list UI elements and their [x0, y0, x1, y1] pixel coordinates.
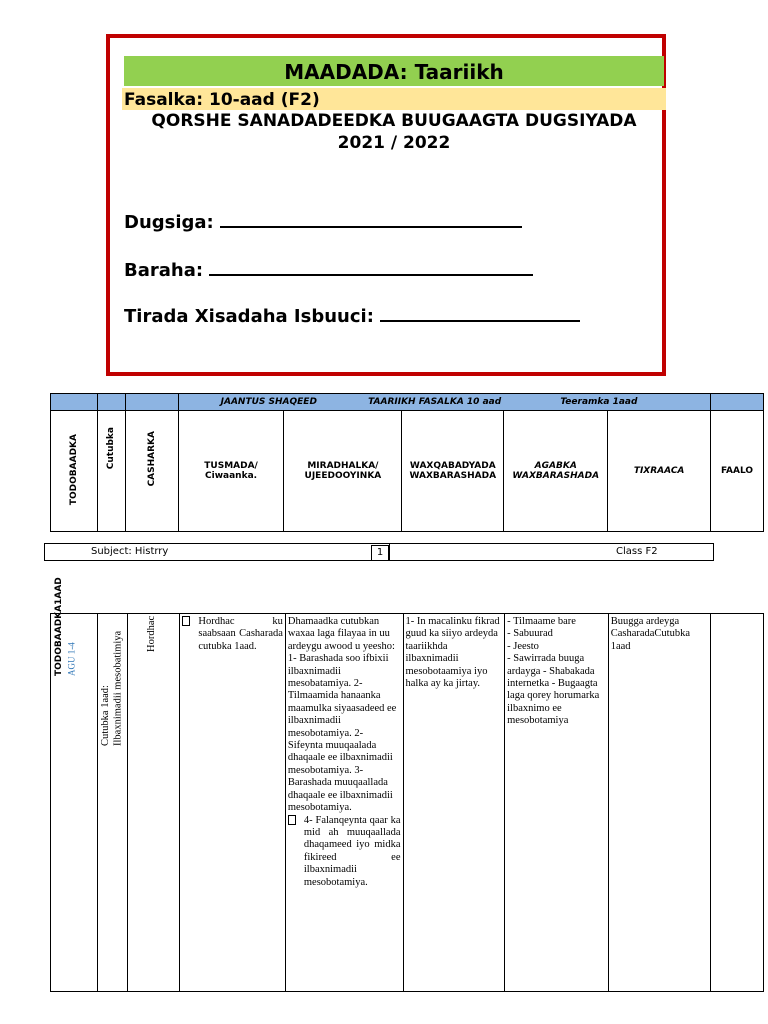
- col-unit: Cutubka: [97, 411, 125, 532]
- objective-item-4-text: 4- Falanqeynta qaar ka mid ah muuqaallada dhaqameed iyo midka fikireed ee ilbaxnimadii mesobotamiya.: [303, 814, 401, 888]
- subject-title: MAADADA: Taariikh: [124, 56, 664, 86]
- content-table: [50, 577, 764, 992]
- col-objectives: MIRADHALKA/ UJEEDOOYINKA: [284, 411, 402, 532]
- banner-empty-3: [125, 394, 178, 411]
- objectives-intro: Dhamaadka cutubkan waxaa laga filayaa in uu ardeygu awood u yeesho:: [287, 616, 395, 652]
- unit-text: [100, 616, 125, 746]
- banner-row: [51, 394, 764, 411]
- col-remarks: FAALO: [711, 411, 764, 532]
- table-row: [51, 614, 764, 992]
- material-item-3: - Jeesto: [507, 640, 539, 652]
- banner-center: TAARIIKH FASALKA 10 aad: [368, 397, 502, 407]
- remarks-cell: [711, 614, 764, 992]
- weeks-field: [124, 304, 580, 327]
- banner-right: Teeramka 1aad: [560, 397, 638, 407]
- material-item-2: - Sabuurad: [507, 628, 553, 640]
- weeks-blank-line: [380, 304, 580, 322]
- activities-cell: 1- In macalinku fikrad guud ka siiyo ardeyda taariikhda ilbaxnimadii mesobotaamiya iyo halka ay ka jirtay.: [403, 614, 505, 992]
- banner-empty-4: [711, 394, 764, 411]
- objectives-list: 1- Barashada soo ifbixii ilbaxnimadii mesobatamiya. 2- Tilmaamida hanaanka maamulka siyaasadeed ee ilbaxnimadii mesobotamiya. 2- Sifeynta muuqaalada dhaqaale ee ilbaxnimadii mesobotamiya. 3- Barashada muuqaallada dhaqaale ee ilbaxnimadii mesobotamiya.: [287, 653, 397, 814]
- teacher-blank-line: [209, 258, 533, 276]
- week-text: [53, 577, 78, 676]
- square-bullet-icon: [288, 815, 296, 825]
- header-table: [50, 393, 764, 532]
- square-bullet-icon: [182, 616, 190, 626]
- topic-text: Hordhac ku saabsaan Casharada cutubka 1aad.: [198, 616, 283, 652]
- references-cell: Buugga ardeyga CasharadaCutubka 1aad: [608, 614, 711, 992]
- objectives-cell: [285, 614, 403, 992]
- topic-content: [182, 616, 283, 653]
- plan-title: [124, 110, 664, 154]
- lesson-text: Hordhac: [145, 615, 157, 652]
- subject-row: [44, 543, 714, 561]
- material-item-4: - Sawirrada buuga ardayga - Shabakada internetka - Bugaagta laga qorey horumarka ilbaxnimo ee mesobotamiya: [507, 653, 600, 727]
- banner-cell: [178, 394, 710, 411]
- week-cell: [51, 577, 98, 992]
- plan-title-year: 2021 / 2022: [337, 133, 451, 153]
- plan-title-line1: QORSHE SANADADEEDKA BUUGAAGTA DUGSIYADA: [151, 111, 637, 131]
- weeks-label: Tirada Xisadaha Isbuuci:: [124, 306, 374, 327]
- topic-cell: [180, 614, 286, 992]
- grade-label: Fasalka: 10-aad (F2): [122, 88, 666, 110]
- subject-row-divider: [389, 544, 390, 560]
- column-header-row: [51, 411, 764, 532]
- unit-cell: [97, 614, 127, 992]
- cover-box: [106, 34, 666, 376]
- week-label: TODOBAADKA1AAD: [54, 577, 64, 676]
- subject-name: Subject: Histrry: [91, 546, 169, 557]
- teacher-field: [124, 258, 533, 281]
- col-week: TODOBAADKA: [51, 411, 98, 532]
- week-range: AGU 1-4: [66, 642, 77, 676]
- page-number: 1: [371, 545, 389, 561]
- banner-empty-1: [51, 394, 98, 411]
- school-label: Dugsiga:: [124, 212, 214, 233]
- unit-subtitle: Ilbaxnimadii mesobatimiya: [112, 630, 124, 746]
- col-lesson: CASHARKA: [125, 411, 178, 532]
- col-activities: WAXQABADYADA WAXBARASHADA: [402, 411, 504, 532]
- banner-left: JAANTUS SHAQEED: [220, 397, 317, 407]
- lesson-cell: [127, 614, 180, 992]
- school-blank-line: [220, 210, 522, 228]
- col-references: TIXRAACA: [608, 411, 711, 532]
- school-field: [124, 210, 522, 233]
- material-item-1: - Tilmaame bare: [507, 616, 576, 627]
- teacher-label: Baraha:: [124, 260, 204, 281]
- col-materials: AGABKA WAXBARASHADA: [504, 411, 608, 532]
- materials-cell: [505, 614, 609, 992]
- banner-empty-2: [97, 394, 125, 411]
- objective-item-4: [288, 815, 401, 889]
- col-topic: TUSMADA/ Ciwaanka.: [178, 411, 284, 532]
- unit-title: Cutubka 1aad:: [99, 685, 111, 746]
- class-label: Class F2: [616, 546, 658, 557]
